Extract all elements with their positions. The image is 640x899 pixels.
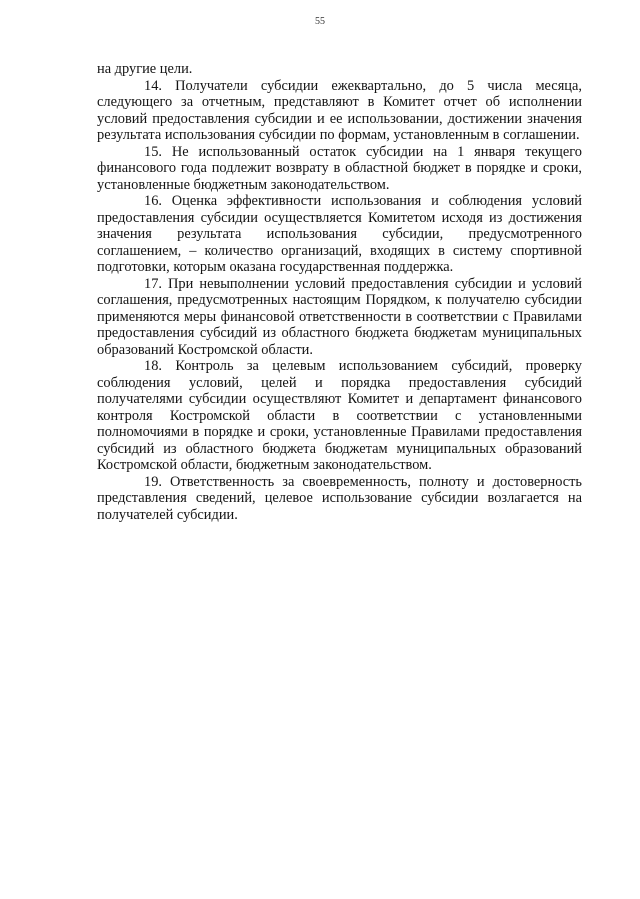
paragraph-19-responsibility: 19. Ответственность за своевременность, полноту и достоверность представления сведений, целевое использование субсидии возлагается на получателей субсидии. xyxy=(97,473,582,523)
document-body xyxy=(97,61,582,523)
paragraph-15-unused-balance: 15. Не использованный остаток субсидии на 1 января текущего финансового года подлежит возврату в областной бюджет в порядке и сроки, установленные бюджетным законодательством. xyxy=(97,143,582,193)
paragraph-18-control: 18. Контроль за целевым использованием субсидий, проверку соблюдения условий, целей и порядка предоставления субсидий получателями субсидии осуществляют Комитет и департамент финансового контроля Костромской области в соответствии с установленными полномочиями в порядке и сроки, установленные Правилами предоставления субсидий из областного бюджета бюджетам муниципальных образований Костромской области, бюджетным законодательством. xyxy=(97,358,582,473)
paragraph-16-efficiency: 16. Оценка эффективности использования и соблюдения условий предоставления субсидии осуществляется Комитетом исходя из достижения значения результата использования субсидии, предусмотренного соглашением, – количество организаций, входящих в систему спортивной подготовки, которым оказана государственная поддержка. xyxy=(97,193,582,275)
paragraph-17-liability-measures: 17. При невыполнении условий предоставления субсидии и условий соглашения, предусмотренных настоящим Порядком, к получателю субсидии применяются меры финансовой ответственности в соответствии с Правилами предоставления субсидий из областного бюджета бюджетам муниципальных образований Костромской области. xyxy=(97,275,582,358)
paragraph-continuation: на другие цели. xyxy=(97,61,193,77)
page-number: 55 xyxy=(315,16,325,27)
paragraph-14-report: 14. Получатели субсидии ежеквартально, до 5 числа месяца, следующего за отчетным, представляют в Комитет отчет об исполнении условий предоставления субсидии и ее использовании, достижении значения результата использования субсидии по формам, установленным в соглашении. xyxy=(97,77,582,143)
